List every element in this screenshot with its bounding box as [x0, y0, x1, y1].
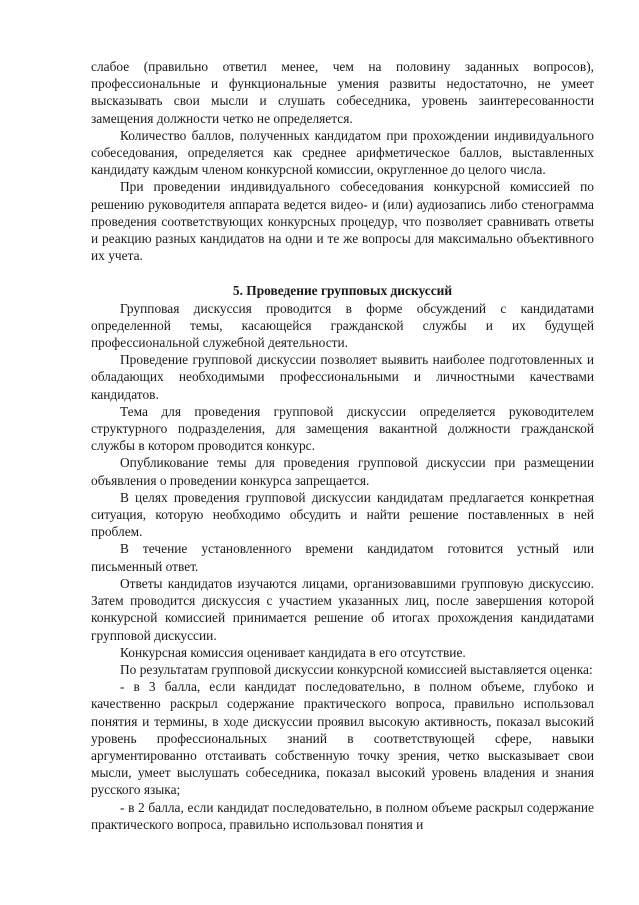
paragraph: В течение установленного времени кандидатом готовится устный или письменный ответ. [91, 541, 594, 574]
paragraph: В целях проведения групповой дискуссии кандидатам предлагается конкретная ситуация, которую необходимо обсудить и найти решение поставленных в ней проблем. [91, 489, 594, 540]
paragraph: - в 2 балла, если кандидат последовательно, в полном объеме раскрыл содержание практического вопроса, правильно использовал понятия и [91, 799, 594, 832]
paragraph: Конкурсная комиссия оценивает кандидата в его отсутствие. [120, 644, 466, 660]
paragraph: слабое (правильно ответил менее, чем на половину заданных вопросов), профессиональные и функциональные умения развиты недостаточно, не умеет высказывать свои мысли и слушать собеседника, уровень заинтересованности замещения должности четко не определяется. [91, 59, 594, 126]
paragraph: - в 3 балла, если кандидат последовательно, в полном объеме, глубоко и качественно раскрыл содержание практического вопроса, правильно использовал понятия и термины, в ходе дискуссии проявил высокую активность, показал высокий уровень профессиональных знаний в соответствующей сфере, навыки аргументированно отстаивать собственную точку зрения, четко высказывает свои мысли, умеет выслушать собеседника, показал высокий уровень владения и знания русского языка; [91, 679, 594, 798]
paragraph: Проведение групповой дискуссии позволяет выявить наиболее подготовленных и обладающих необходимыми профессиональными и личностными качествами кандидатов. [91, 352, 594, 402]
section-heading: 5. Проведение групповых дискуссий [232, 283, 453, 299]
paragraph: Тема для проведения групповой дискуссии определяется руководителем структурного подразделения, для замещения вакантной должности гражданской службы в котором проводится конкурс. [91, 403, 594, 454]
paragraph: Опубликование темы для проведения групповой дискуссии при размещении объявления о проведении конкурса запрещается. [91, 455, 594, 488]
paragraph: По результатам групповой дискуссии конкурсной комиссией выставляется оценка: [120, 661, 593, 677]
paragraph: Групповая дискуссия проводится в форме обсуждений с кандидатами определенной темы, касающейся гражданской службы и их будущей профессиональной служебной деятельности. [91, 300, 594, 351]
paragraph: Ответы кандидатов изучаются лицами, организовавшими групповую дискуссию. Затем проводится дискуссия с участием указанных лиц, после завершения которой конкурсной комиссией принимается решение об итогах прохождения кандидатами групповой дискуссии. [91, 575, 594, 643]
paragraph: Количество баллов, полученных кандидатом при прохождении индивидуального собеседования, определяется как среднее арифметическое баллов, выставленных кандидату каждым членом конкурсной комиссии, округленное до целого числа. [91, 127, 594, 178]
document-page [91, 58, 594, 833]
paragraph: При проведении индивидуального собеседования конкурсной комиссией по решению руководителя аппарата ведется видео- и (или) аудиозапись либо стенограмма проведения соответствующих конкурсных процедур, что позволяет сравнивать ответы и реакцию разных кандидатов на одни и те же вопросы для максимально объективного их учета. [91, 179, 594, 264]
